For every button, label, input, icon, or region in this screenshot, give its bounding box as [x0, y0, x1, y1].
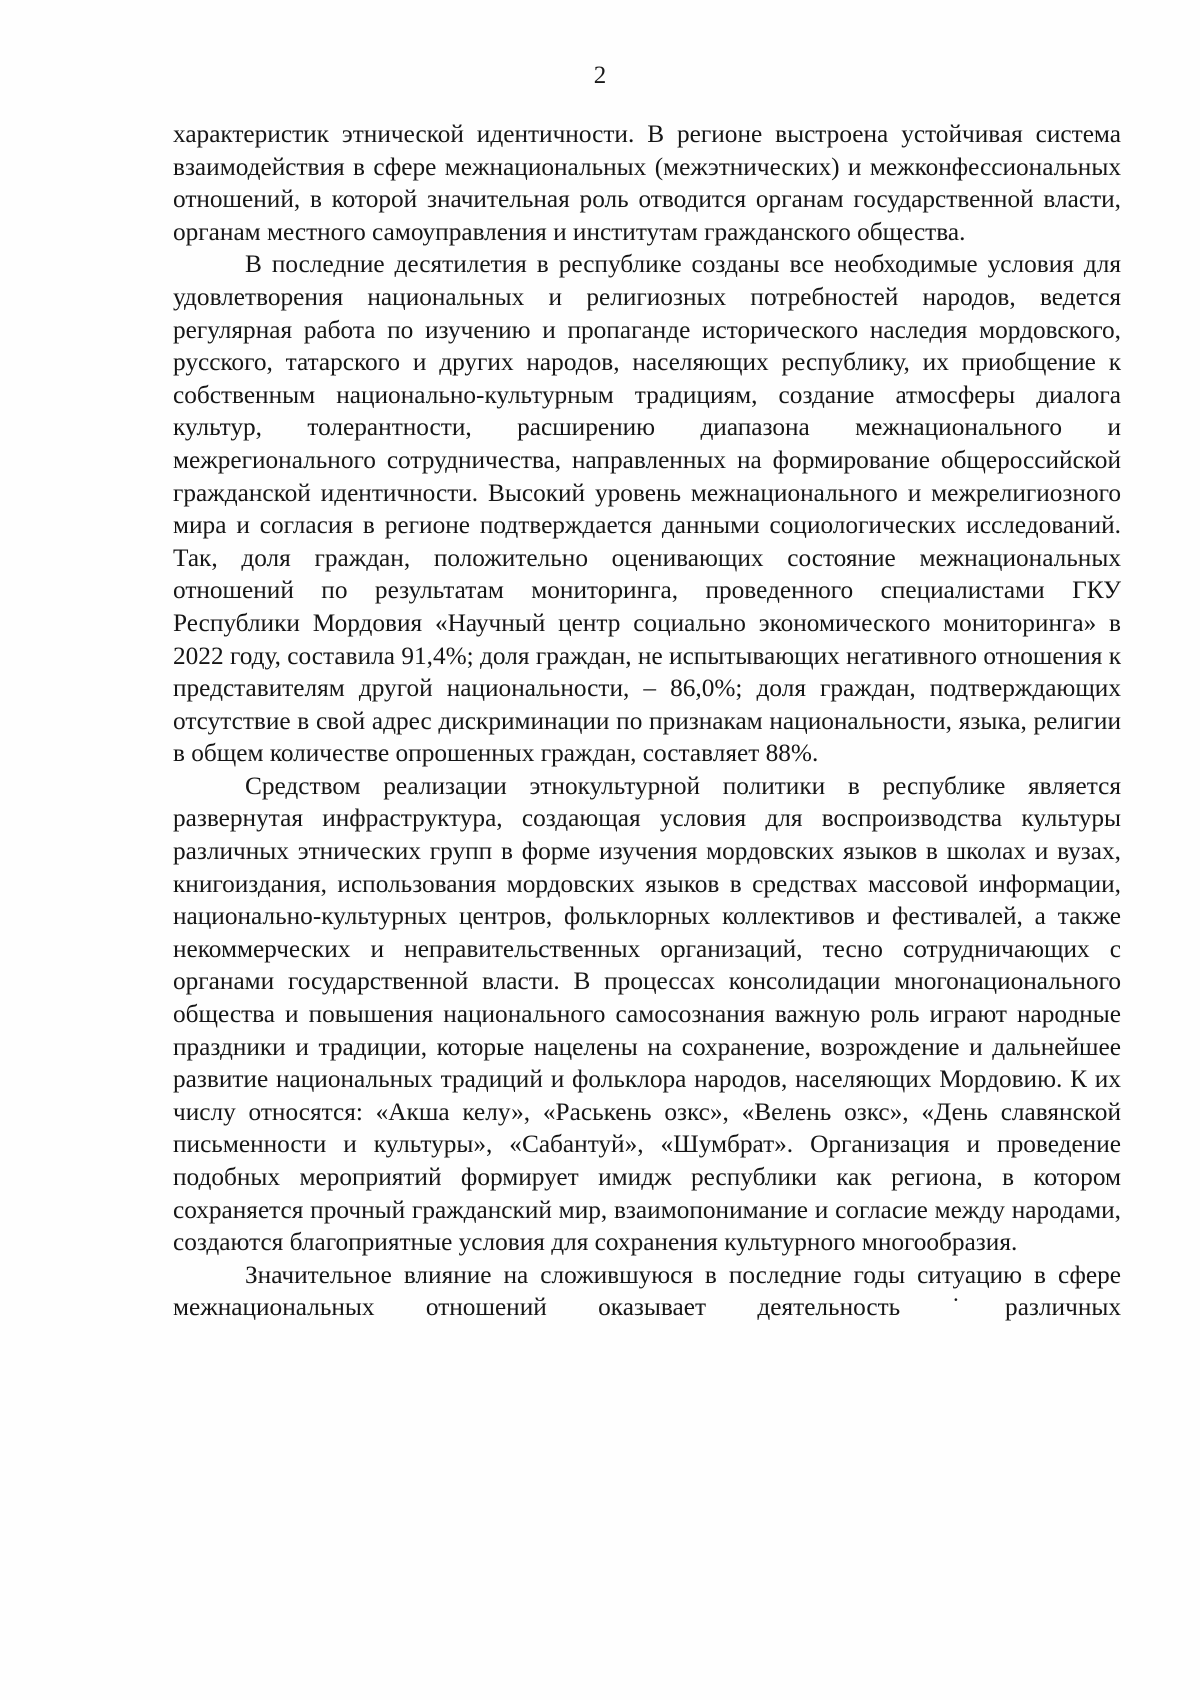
paragraph-2: В последние десятилетия в республике созданы все необходимые условия для удовлетворения национальных и религиозных потребностей народов, ведется регулярная работа по изучению и пропаганде исторического наследия мордовского, русского, татарского и других народов, населяющих республику, их приобщение к собственным национально-культурным традициям, создание атмосферы диалога культур, толерантности, расширению диапазона межнационального и межрегионального сотрудничества, направленных на формирование общероссийской гражданской идентичности. Высокий уровень межнационального и межрелигиозного мира и согласия в регионе подтверждается данными социологических исследований. Так, доля граждан, положительно оценивающих состояние межнациональных отношений по результатам мониторинга, проведенного специалистами ГКУ Республики Мордовия «Научный центр социально экономического мониторинга» в 2022 году, составила 91,4%; доля граждан, не испытывающих негативного отношения к представителям другой национальности, – 86,0%; доля граждан, подтверждающих отсутствие в свой адрес дискриминации по признакам национальности, языка, религии в общем количестве опрошенных граждан, составляет 88%. — [173, 250, 1121, 768]
paragraph-4: Значительное влияние на сложившуюся в последние годы ситуацию в сфере межнациональных отношений оказывает деятельность ˙различных — [173, 1260, 1121, 1322]
paragraph-3: Средством реализации этнокультурной политики в республике является развернутая инфраструктура, создающая условия для воспроизводства культуры различных этнических групп в форме изучения мордовских языков в школах и вузах, книгоиздания, использования мордовских языков в средствах массовой информации, национально-культурных центров, фольклорных коллективов и фестивалей, а также некоммерческих и неправительственных организаций, тесно сотрудничающих с органами государственной власти. В процессах консолидации многонационального общества и повышения национального самосознания важную роль играют народные праздники и традиции, которые нацелены на сохранение, возрождение и дальнейшее развитие национальных традиций и фольклора народов, населяющих Мордовию. К их числу относятся: «Акша келу», «Раськень озкс», «Велень озкс», «День славянской письменности и культуры», «Сабантуй», «Шумбрат». Организация и проведение подобных мероприятий формирует имидж республики как региона, в котором сохраняется прочный гражданский мир, взаимопонимание и согласие между народами, создаются благоприятные условия для сохранения культурного многообразия. — [173, 771, 1121, 1257]
paragraph-1: характеристик этнической идентичности. В регионе выстроена устойчивая система взаимодействия в сфере межнациональных (межэтнических) и межконфессиональных отношений, в которой значительная роль отводится органам государственной власти, органам местного самоуправления и институтам гражданского общества. — [173, 120, 1121, 246]
page-number: 2 — [593, 62, 607, 89]
body-text — [173, 118, 1121, 1324]
